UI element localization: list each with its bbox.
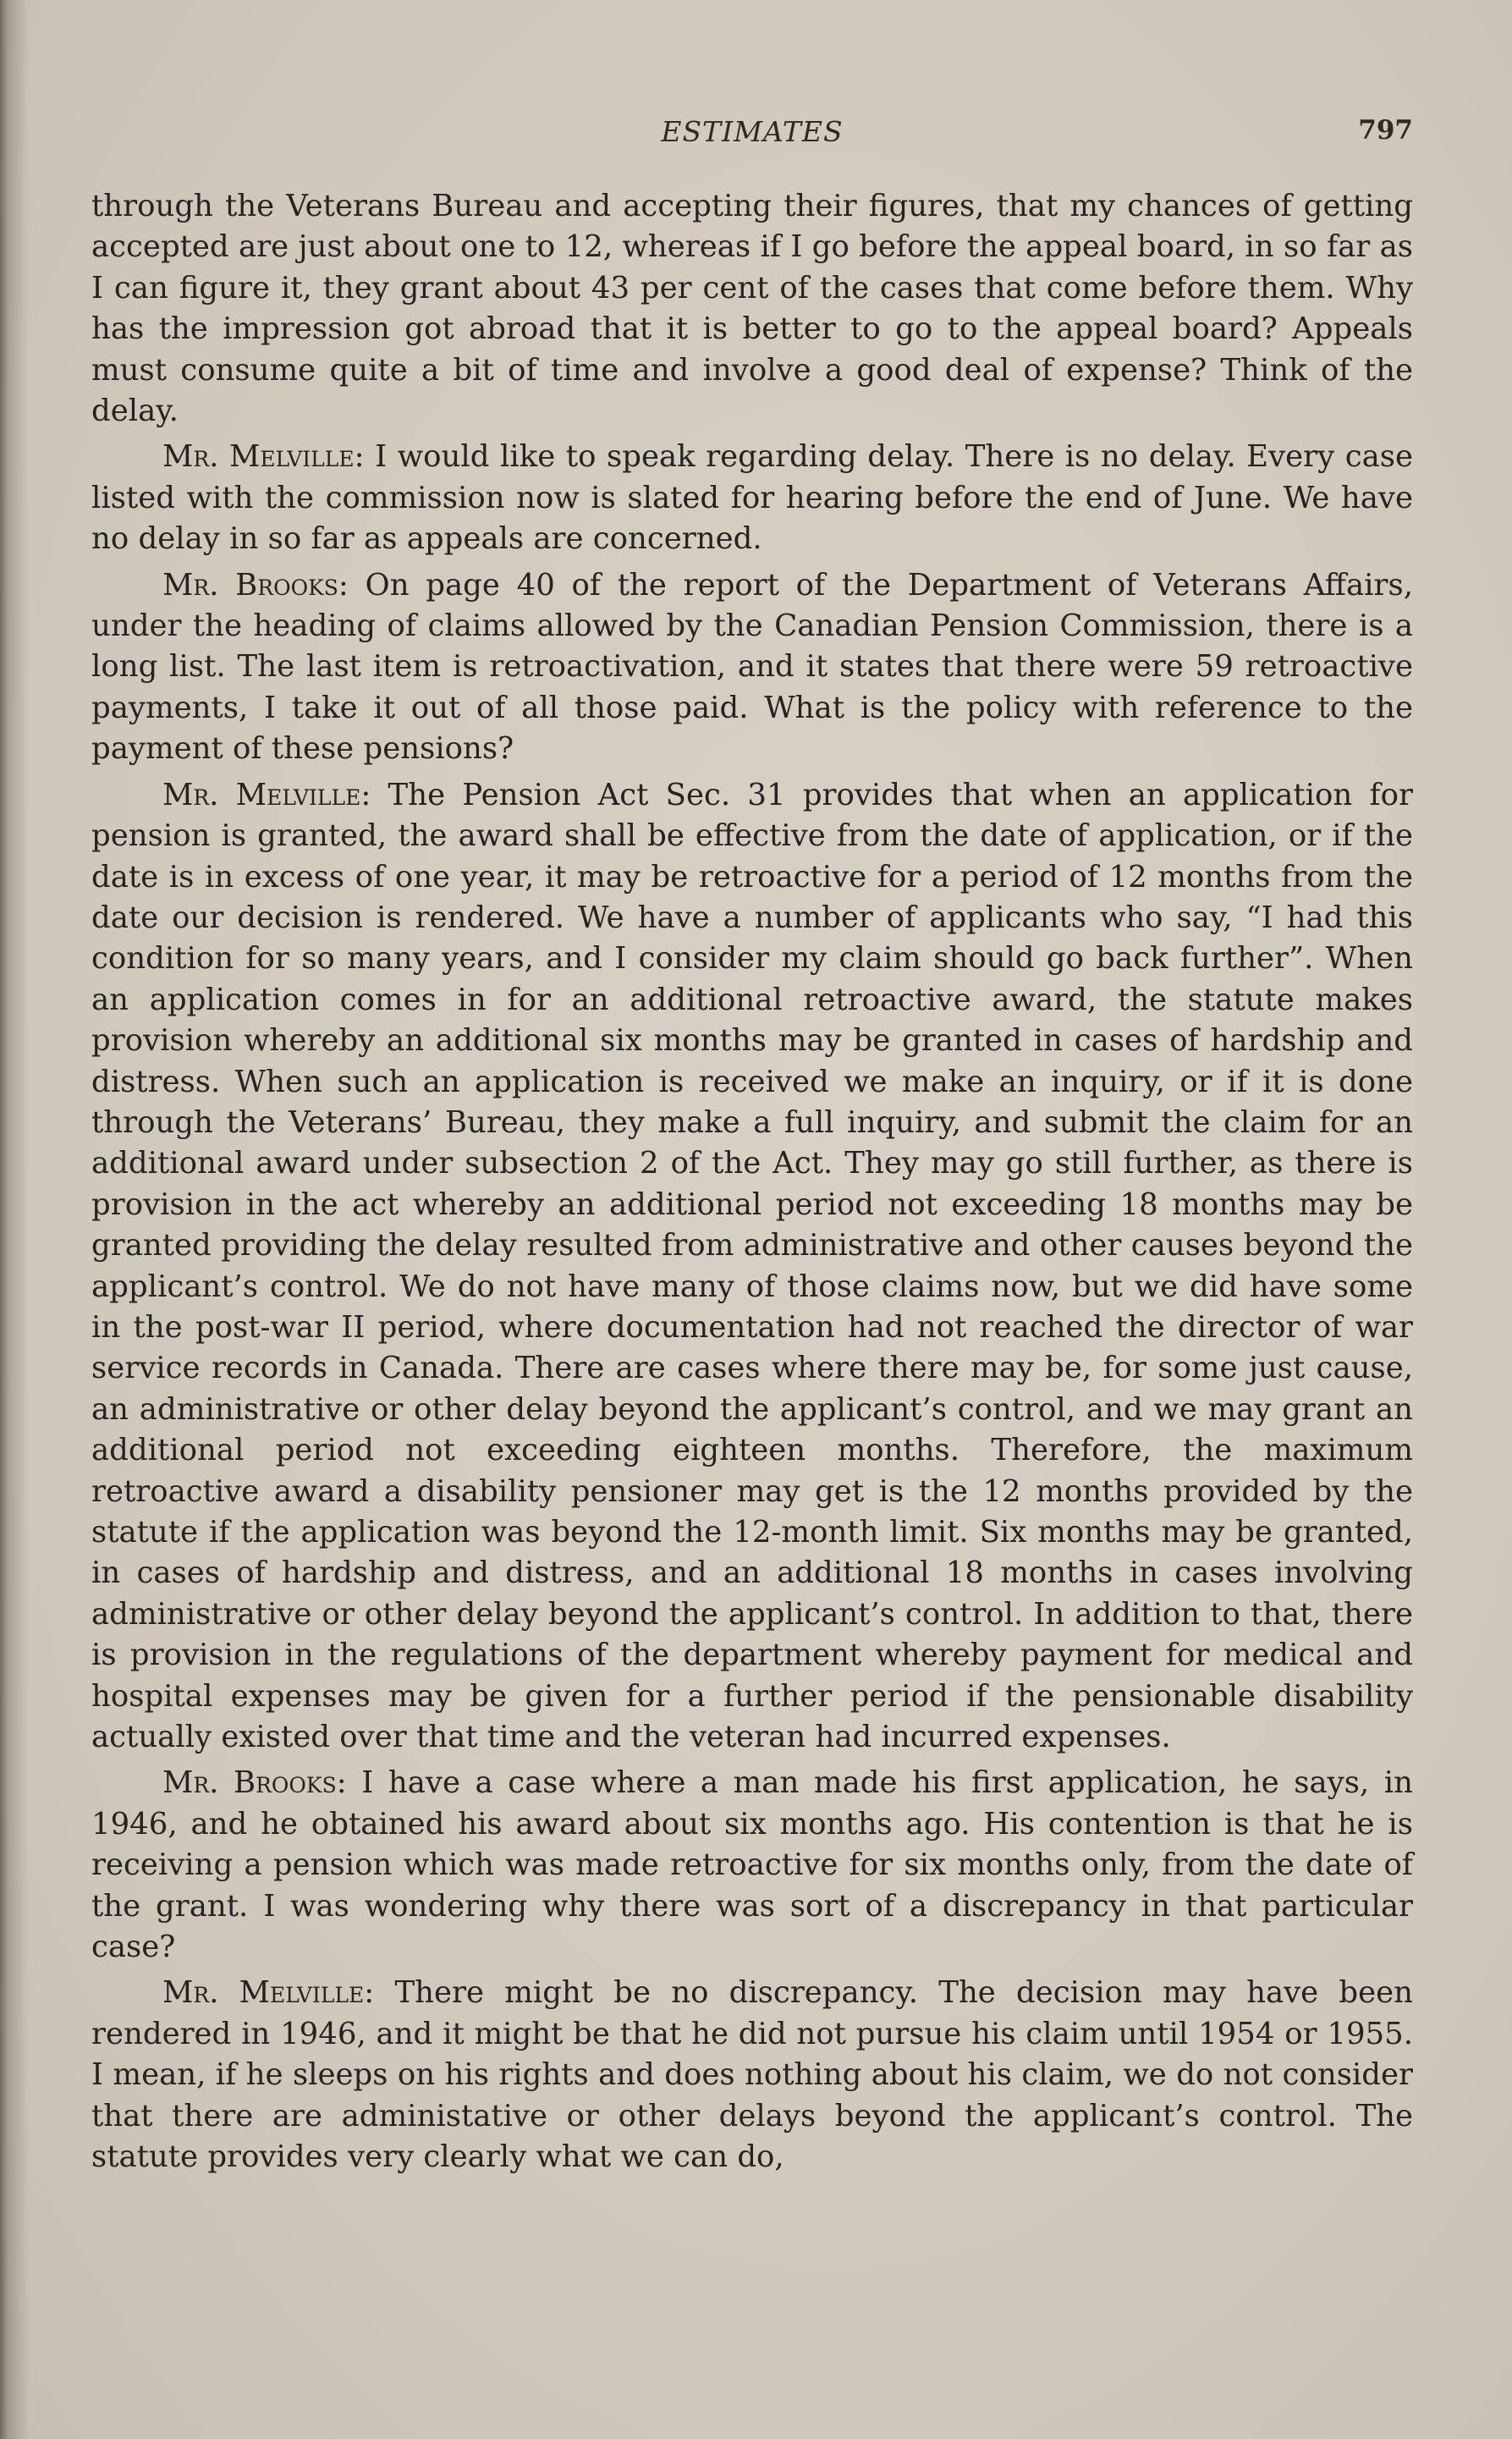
paragraph-text: The Pension Act Sec. 31 provides that when an application for pension is granted, the award shall be effective from the date of application, or if the date is in excess of one year, it may be retroactive for a period of 12 months from the date our decision is rendered. We have a number of applicants who say, “I had this condition for so many years, and I consider my claim should go back further”. When an application comes in for an additional retroactive award, the statute makes provision whereby an additional six months may be granted in cases of hardship and distress. When such an application is received we make an inquiry, or if it is done through the Veterans’ Bureau, they make a full inquiry, and submit the claim for an additional award under subsection 2 of the Act. They may go still further, as there is provision in the act whereby an additional period not exceeding 18 months may be granted providing the delay resulted from administrative and other causes beyond the applicant’s control. We do not have many of those claims now, but we did have some in the post-war II period, where documentation had not reached the director of war service records in Canada. There are cases where there may be, for some just cause, an administrative or other delay beyond the applicant’s control, and we may grant an additional period not exceeding eighteen months. Therefore, the maximum retroactive award a disability pensioner may get is the 12 months provided by the statute if the application was beyond the 12-month limit. Six months may be granted, in cases of hardship and distress, and an additional 18 months in cases involving administrative or other delay beyond the applicant’s control. In addition to that, there is provision in the regulations of the department whereby payment for medical and hospital expenses may be given for a further period if the pensionable disability actually existed over that time and the veteran had incurred expenses. <box>91 777 1413 1755</box>
paragraph-melville-2 <box>91 775 1413 1759</box>
paragraph-brooks-1 <box>91 565 1413 770</box>
paragraph-text: I have a case where a man made his first application, he says, in 1946, and he obtained his award about six months ago. His contention is that he is receiving a pension which was made retroactive for six months only, from the date of the grant. I was wondering why there was sort of a discrepancy in that particular case? <box>91 1765 1413 1965</box>
speaker-name: Mr. Melville: <box>162 777 371 812</box>
paragraph-text: through the Veterans Bureau and accepting their figures, that my chances of getting accepted are just about one to 12, whereas if I go before the appeal board, in so far as I can figure it, they grant about 43 per cent of the cases that come before them. Why has the impression got abroad that it is better to go to the appeal board? Appeals must consume quite a bit of time and involve a good deal of expense? Think of the delay. <box>91 189 1413 429</box>
paragraph-text: I would like to speak regarding delay. There is no delay. Every case listed with the commission now is slated for hearing before the end of June. We have no delay in so far as appeals are concerned. <box>91 439 1413 557</box>
paragraph-melville-3 <box>91 1973 1413 2177</box>
running-head <box>91 115 1413 152</box>
running-head-title: ESTIMATES <box>661 115 844 148</box>
speaker-name: Mr. Brooks: <box>162 1765 347 1801</box>
speaker-name: Mr. Melville: <box>162 1975 375 2011</box>
paragraph-melville-1 <box>91 437 1413 559</box>
body-text <box>91 186 1413 2183</box>
paragraph-text: On page 40 of the report of the Department of Veterans Affairs, under the heading of claims allowed by the Canadian Pension Commission, there is a long list. The last item is retroactivation, and it states that there were 59 retroactive payments, I take it out of all those paid. What is the policy with reference to the payment of these pensions? <box>91 567 1413 767</box>
paragraph-continuation <box>91 186 1413 432</box>
speaker-name: Mr. Melville: <box>162 439 365 475</box>
paragraph-text: There might be no discrepancy. The decision may have been rendered in 1946, and it might be that he did not pursue his claim until 1954 or 1955. I mean, if he sleeps on his rights and does nothing about his claim, we do not consider that there are administative or other delays beyond the applicant’s control. The statute provides very clearly what we can do, <box>91 1975 1413 2175</box>
speaker-name: Mr. Brooks: <box>162 567 349 603</box>
page-number: 797 <box>1358 115 1413 146</box>
paragraph-brooks-2 <box>91 1763 1413 1968</box>
